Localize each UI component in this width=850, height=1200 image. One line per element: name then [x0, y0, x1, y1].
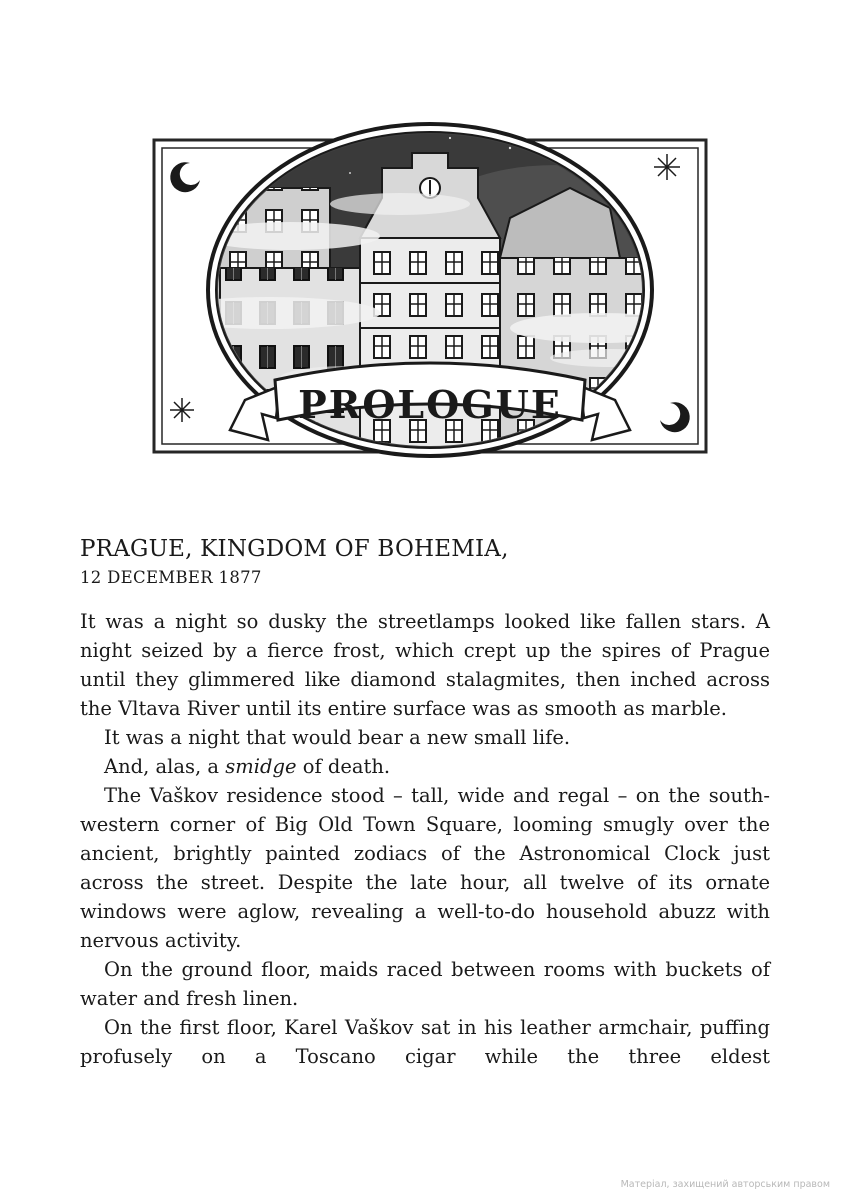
star-icon	[170, 398, 194, 422]
paragraph: The Vaškov residence stood – tall, wide and regal – on the south-western corner of Big Old Town Square, looming smugly over the ancient, brightly painted zodiacs of the Astronomical Clock just across the street. Despite the late hour, all twelve of its ornate windows were aglow, revealing a well-to-do household abuzz with nervous activity.	[80, 784, 770, 952]
star-icon	[654, 154, 680, 180]
paragraph: On the ground floor, maids raced between rooms with buckets of water and fresh linen.	[80, 958, 770, 1010]
prologue-body	[80, 607, 770, 1071]
place-heading: PRAGUE, KINGDOM OF BOHEMIA,	[80, 536, 509, 562]
paragraph: On the first floor, Karel Vaškov sat in his leather armchair, puffing profusely on a Toscano cigar while the three eldest	[80, 1016, 770, 1068]
paragraph: And, alas, a smidge of death.	[104, 755, 391, 778]
emphasis-text: smidge	[225, 755, 297, 778]
crescent-moon-icon	[660, 402, 690, 432]
paragraph: It was a night that would bear a new small life.	[104, 726, 571, 749]
paragraph: It was a night so dusky the streetlamps looked like fallen stars. A night seized by a fierce frost, which crept up the spires of Prague until they glimmered like diamond stalagmites, then inched across the Vltava River until its entire surface was as smooth as marble.	[80, 610, 770, 720]
prologue-illustration	[150, 118, 710, 474]
banner-title: PROLOGUE	[298, 382, 562, 427]
chapter-heading	[80, 534, 770, 590]
date-heading: 12 DECEMBER 1877	[80, 568, 262, 587]
crescent-moon-icon	[170, 162, 200, 192]
copyright-watermark: Матеріал, захищений авторським правом	[620, 1179, 830, 1190]
